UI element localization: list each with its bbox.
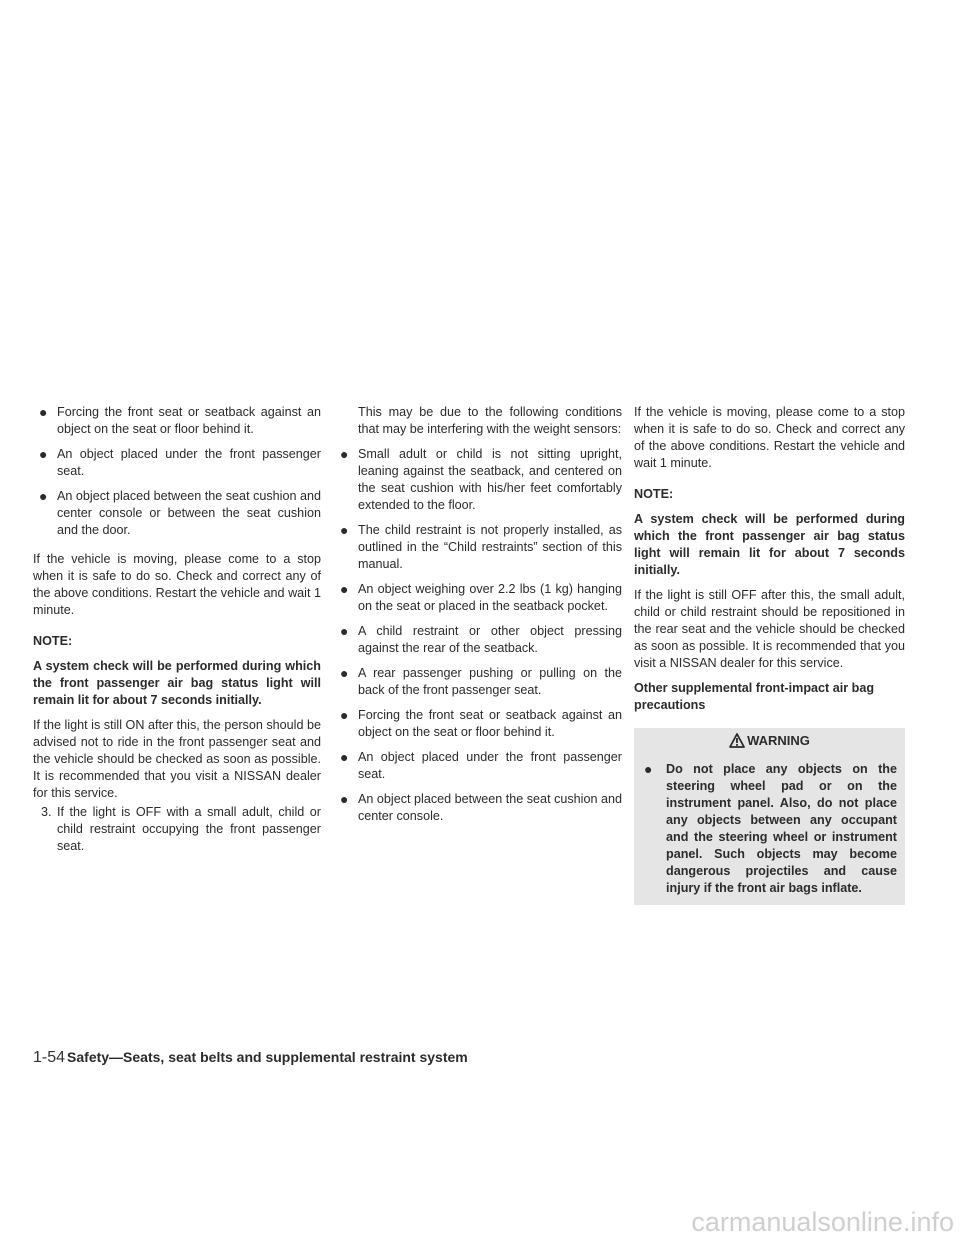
- bullet-icon: ●: [340, 665, 349, 681]
- section-title: Safety—Seats, seat belts and supplemental restraint system: [67, 1049, 468, 1065]
- bullet-icon: ●: [340, 749, 349, 765]
- bullet-icon: ●: [39, 488, 48, 504]
- bullet-icon: ●: [340, 581, 349, 597]
- numbered-step: 3. If the light is OFF with a small adult, child or child restraint occupying the front passenger seat.: [41, 805, 321, 853]
- list-item: ● Small adult or child is not sitting upright, leaning against the seatback, and centered on the seat cushion with his/her feet comfortably extended to the floor.: [340, 446, 622, 512]
- warning-box: [634, 728, 905, 905]
- note-heading: NOTE:: [634, 487, 674, 501]
- list-item: ● An object placed between the seat cushion and center console or between the seat cushion and the door.: [39, 488, 321, 537]
- list-item: ● A child restraint or other object pressing against the rear of the seatback.: [340, 623, 622, 655]
- list-item: ● Forcing the front seat or seatback against an object on the seat or floor behind it.: [39, 404, 321, 436]
- bullet-icon: ●: [340, 791, 349, 807]
- bullet-icon: ●: [644, 761, 653, 777]
- list-item: ● An object weighing over 2.2 lbs (1 kg) hanging on the seat or placed in the seatback pocket.: [340, 581, 622, 613]
- body-paragraph: If the vehicle is moving, please come to a stop when it is safe to do so. Check and correct any of the above conditions. Restart the vehicle and wait 1 minute.: [634, 405, 905, 470]
- list-item: ● The child restraint is not properly installed, as outlined in the “Child restraints” section of this manual.: [340, 522, 622, 571]
- list-item: ● A rear passenger pushing or pulling on the back of the front passenger seat.: [340, 665, 622, 697]
- bullet-icon: ●: [340, 707, 349, 723]
- bullet-icon: ●: [39, 404, 48, 420]
- note-heading: NOTE:: [33, 634, 73, 648]
- page-number: 1-54: [33, 1049, 66, 1066]
- page-footer: [33, 1049, 468, 1067]
- body-paragraph: If the light is still ON after this, the person should be advised not to ride in the front passenger seat and the vehicle should be checked as soon as possible. It is recommended that you visit a NISSAN dealer for this service.: [33, 718, 321, 800]
- bullet-icon: ●: [340, 446, 349, 462]
- note-body: A system check will be performed during which the front passenger air bag status light will remain lit for about 7 seconds initially.: [33, 659, 321, 707]
- body-paragraph: If the light is still OFF after this, the small adult, child or child restraint should be repositioned in the rear seat and the vehicle should be checked as soon as possible. It is recommended that you visit a NISSAN dealer for this service.: [634, 588, 905, 670]
- warning-item: ● Do not place any objects on the steering wheel pad or on the instrument panel. Also, do not place any objects between any occupant and the steering wheel or instrument panel. Such objects may become dangerous projectiles and cause injury if the front air bags inflate.: [644, 761, 897, 895]
- note-body: A system check will be performed during which the front passenger air bag status light will remain lit for about 7 seconds initially.: [634, 512, 905, 577]
- warning-triangle-icon: [729, 733, 745, 748]
- column-left: [33, 404, 321, 855]
- bullet-icon: ●: [340, 623, 349, 639]
- list-item: ● An object placed under the front passenger seat.: [39, 446, 321, 478]
- warning-title: WARNING: [634, 728, 905, 755]
- watermark: carmanualsonline.info: [691, 1207, 954, 1237]
- section-subheading: Other supplemental front-impact air bag precautions: [634, 681, 875, 712]
- step-number: 3.: [41, 805, 52, 819]
- column-right: [634, 404, 905, 905]
- list-item: ● An object placed under the front passenger seat.: [340, 749, 622, 781]
- list-item: ● An object placed between the seat cushion and center console.: [340, 791, 622, 823]
- step-continuation: This may be due to the following conditions that may be interfering with the weight sensors:: [358, 405, 622, 436]
- bullet-icon: ●: [340, 522, 349, 538]
- list-item: ● Forcing the front seat or seatback against an object on the seat or floor behind it.: [340, 707, 622, 739]
- body-paragraph: If the vehicle is moving, please come to a stop when it is safe to do so. Check and correct any of the above conditions. Restart the vehicle and wait 1 minute.: [33, 552, 321, 617]
- bullet-icon: ●: [39, 446, 48, 462]
- column-middle: [334, 404, 622, 833]
